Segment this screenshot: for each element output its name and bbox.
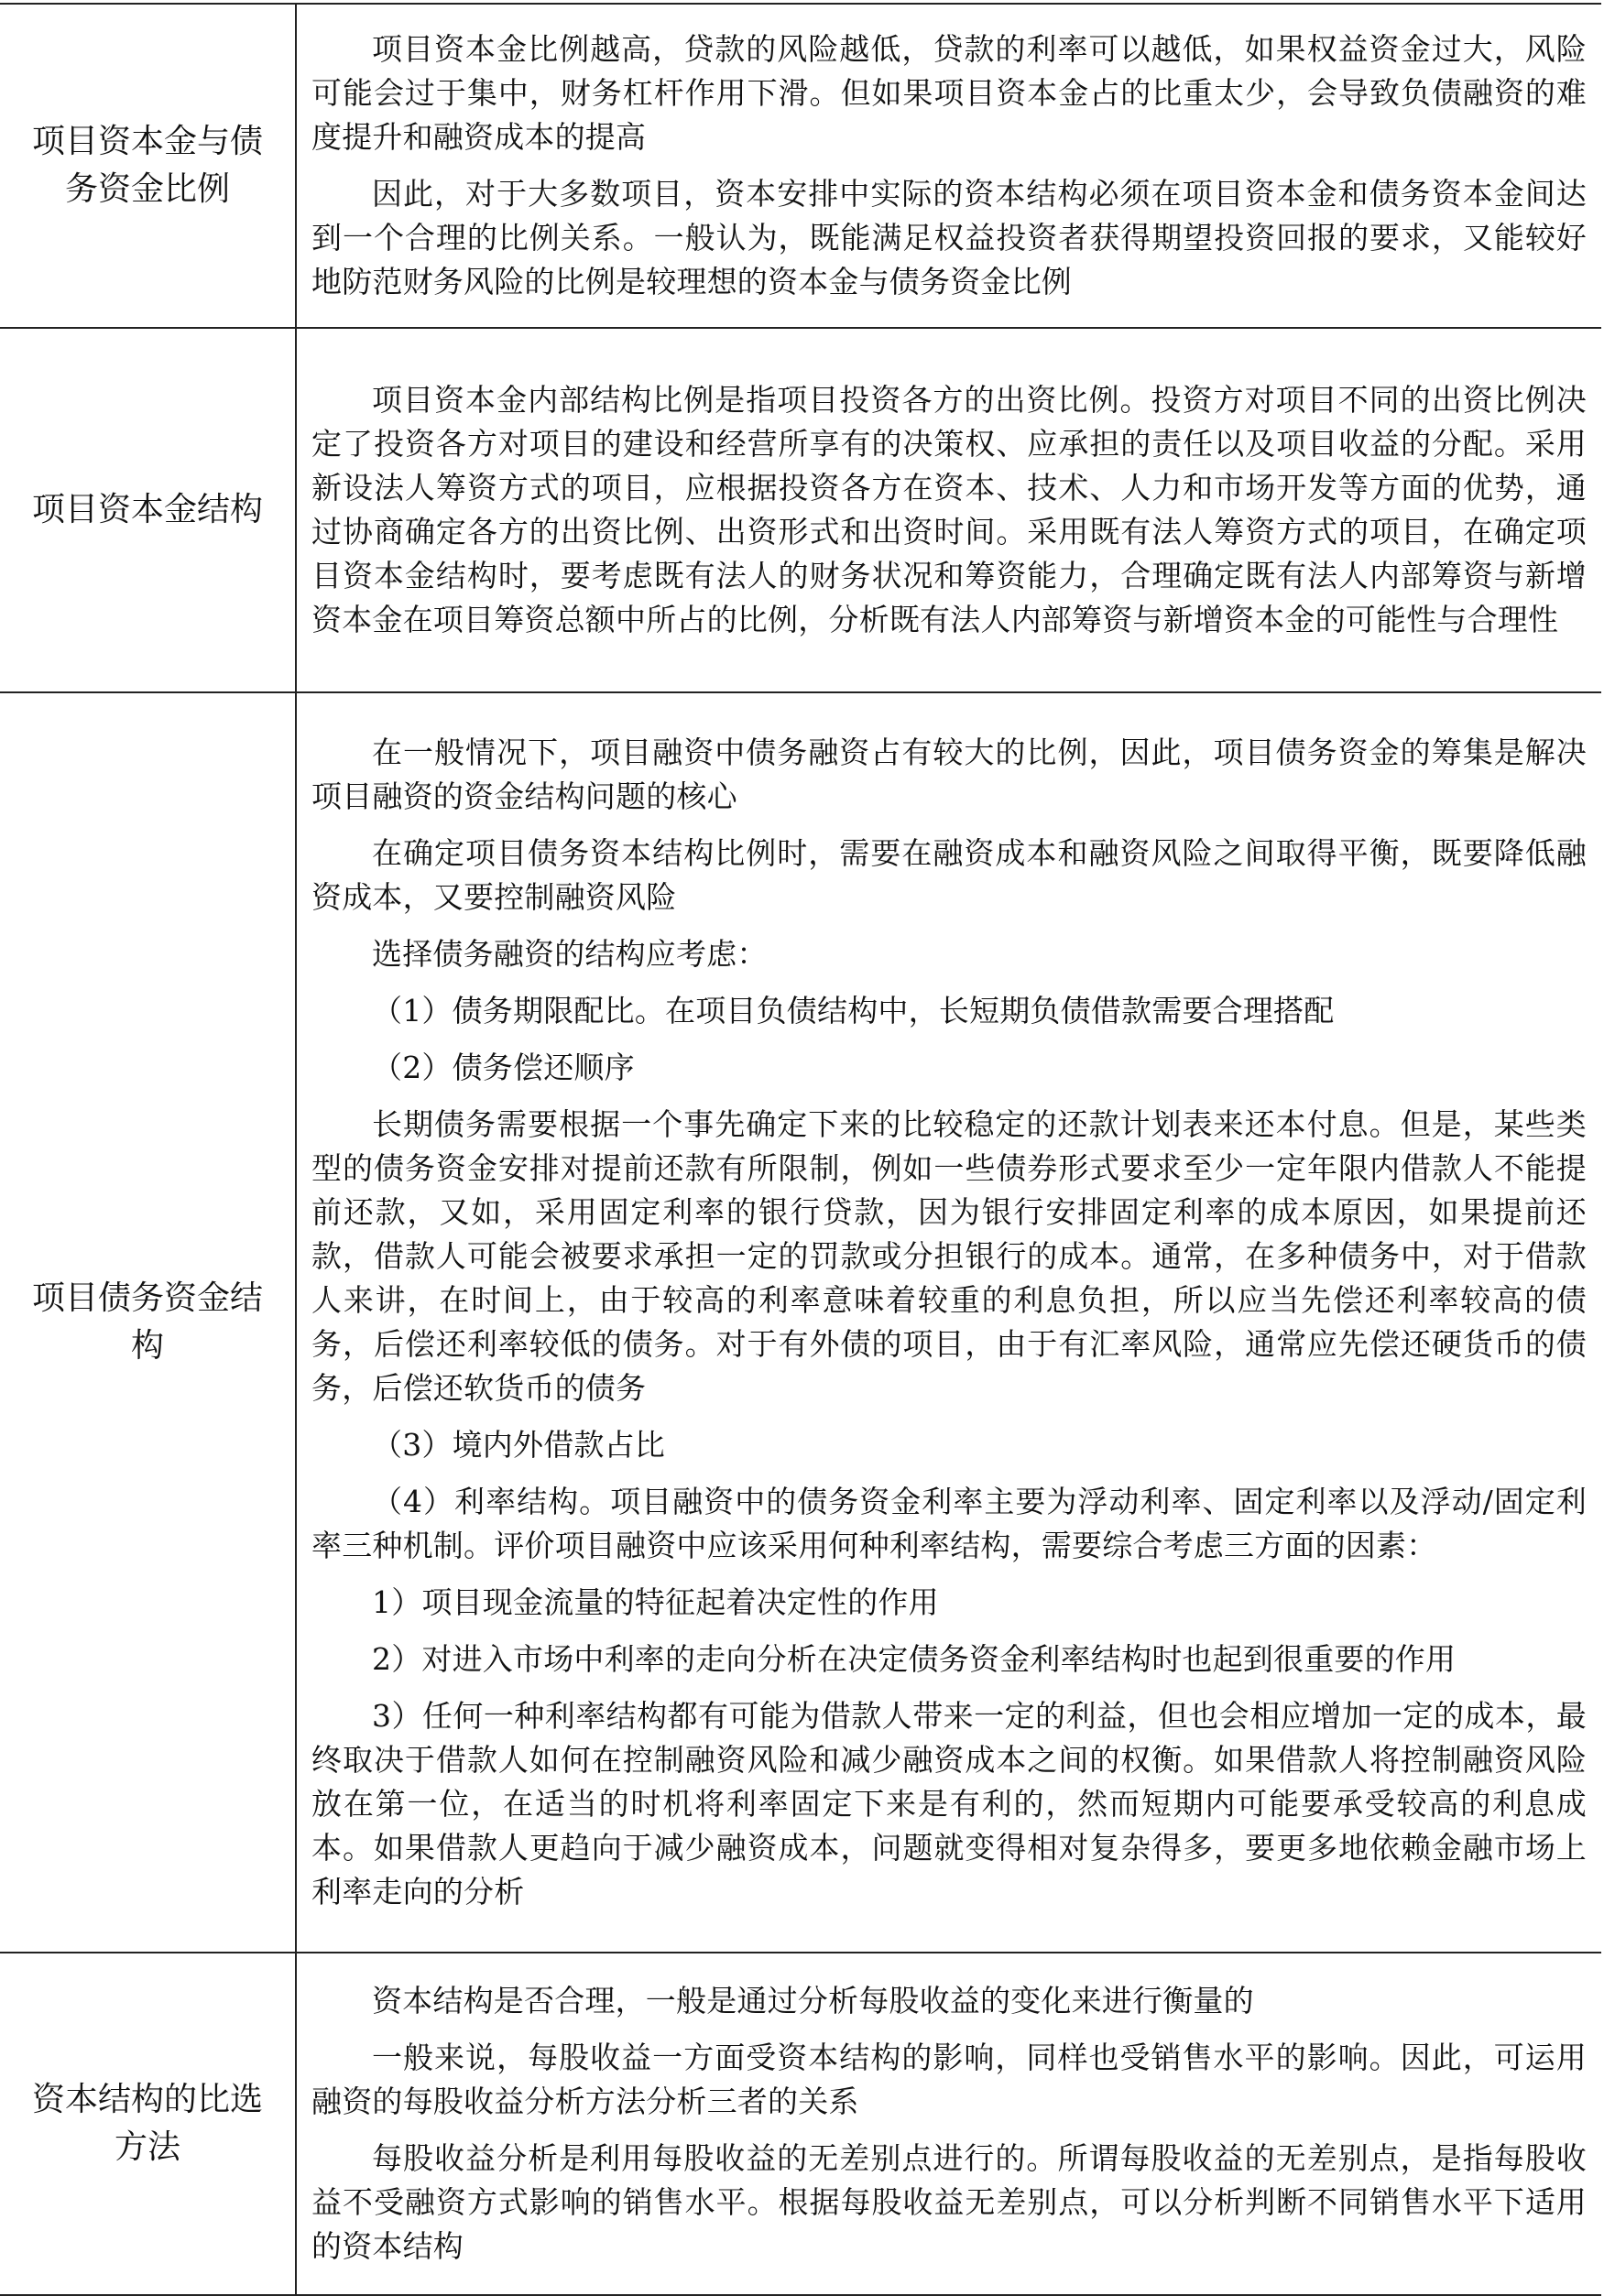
paragraph: 2）对进入市场中利率的走向分析在决定债务资金利率结构时也起到很重要的作用 bbox=[372, 1641, 1457, 1677]
table-row bbox=[0, 1953, 1601, 2295]
row-content bbox=[296, 328, 1601, 692]
paragraph: 1）项目现金流量的特征起着决定性的作用 bbox=[372, 1584, 939, 1620]
paragraph: （3）境内外借款占比 bbox=[372, 1427, 665, 1463]
row-content bbox=[296, 4, 1601, 328]
paragraph: 项目资本金内部结构比例是指项目投资各方的出资比例。投资方对项目不同的出资比例决定了投资各方对项目的建设和经营所享有的决策权、应承担的责任以及项目收益的分配。采用新设法人筹资方式的项目，应根据投资各方在资本、技术、人力和市场开发等方面的优势，通过协商确定各方的出资比例、出资形式和出资时间。采用既有法人筹资方式的项目，在确定项目资本金结构时，要考虑既有法人的财务状况和筹资能力，合理确定既有法人内部筹资与新增资本金在项目筹资总额中所占的比例，分析既有法人内部筹资与新增资本金的可能性与合理性 bbox=[311, 382, 1587, 637]
table-row bbox=[0, 692, 1601, 1953]
table-row bbox=[0, 4, 1601, 328]
paragraph: 项目资本金比例越高，贷款的风险越低，贷款的利率可以越低，如果权益资金过大，风险可能会过于集中，财务杠杆作用下滑。但如果项目资本金占的比重太少，会导致负债融资的难度提升和融资成本的提高 bbox=[311, 31, 1587, 155]
paragraph: 在一般情况下，项目融资中债务融资占有较大的比例，因此，项目债务资金的筹集是解决项目融资的资金结构问题的核心 bbox=[311, 735, 1587, 814]
paragraph: （2）债务偿还顺序 bbox=[372, 1050, 635, 1085]
row-category: 资本结构的比选方法 bbox=[0, 1953, 296, 2295]
paragraph: 在确定项目债务资本结构比例时，需要在融资成本和融资风险之间取得平衡，既要降低融资成本，又要控制融资风险 bbox=[311, 835, 1587, 915]
paragraph: （1）债务期限配比。在项目负债结构中，长短期负债借款需要合理搭配 bbox=[372, 993, 1335, 1028]
row-category: 项目资本金结构 bbox=[0, 328, 296, 692]
row-content bbox=[296, 1953, 1601, 2295]
row-content bbox=[296, 692, 1601, 1953]
paragraph: 选择债务融资的结构应考虑： bbox=[372, 936, 768, 972]
capital-structure-table bbox=[0, 3, 1601, 2296]
row-category: 项目债务资金结构 bbox=[0, 692, 296, 1953]
paragraph: 每股收益分析是利用每股收益的无差别点进行的。所谓每股收益的无差别点，是指每股收益不受融资方式影响的销售水平。根据每股收益无差别点，可以分析判断不同销售水平下适用的资本结构 bbox=[311, 2140, 1587, 2264]
paragraph: 3）任何一种利率结构都有可能为借款人带来一定的利益，但也会相应增加一定的成本，最终取决于借款人如何在控制融资风险和减少融资成本之间的权衡。如果借款人将控制融资风险放在第一位，在适当的时机将利率固定下来是有利的，然而短期内可能要承受较高的利息成本。如果借款人更趋向于减少融资成本，问题就变得相对复杂得多，要更多地依赖金融市场上利率走向的分析 bbox=[311, 1698, 1587, 1910]
row-category: 项目资本金与债务资金比例 bbox=[0, 4, 296, 328]
paragraph: 资本结构是否合理，一般是通过分析每股收益的变化来进行衡量的 bbox=[372, 1983, 1254, 2019]
paragraph: 因此，对于大多数项目，资本安排中实际的资本结构必须在项目资本金和债务资本金间达到一个合理的比例关系。一般认为，既能满足权益投资者获得期望投资回报的要求，又能较好地防范财务风险的比例是较理想的资本金与债务资金比例 bbox=[311, 176, 1587, 299]
paragraph: 一般来说，每股收益一方面受资本结构的影响，同样也受销售水平的影响。因此，可运用融资的每股收益分析方法分析三者的关系 bbox=[311, 2040, 1587, 2119]
table-row bbox=[0, 328, 1601, 692]
paragraph: （4）利率结构。项目融资中的债务资金利率主要为浮动利率、固定利率以及浮动/固定利率三种机制。评价项目融资中应该采用何种利率结构，需要综合考虑三方面的因素： bbox=[311, 1484, 1587, 1563]
paragraph: 长期债务需要根据一个事先确定下来的比较稳定的还款计划表来还本付息。但是，某些类型的债务资金安排对提前还款有所限制，例如一些债券形式要求至少一定年限内借款人不能提前还款，又如，采用固定利率的银行贷款，因为银行安排固定利率的成本原因，如果提前还款，借款人可能会被要求承担一定的罚款或分担银行的成本。通常，在多种债务中，对于借款人来讲，在时间上，由于较高的利率意味着较重的利息负担，所以应当先偿还利率较高的债务，后偿还利率较低的债务。对于有外债的项目，由于有汇率风险，通常应先偿还硬货币的债务，后偿还软货币的债务 bbox=[311, 1106, 1587, 1406]
